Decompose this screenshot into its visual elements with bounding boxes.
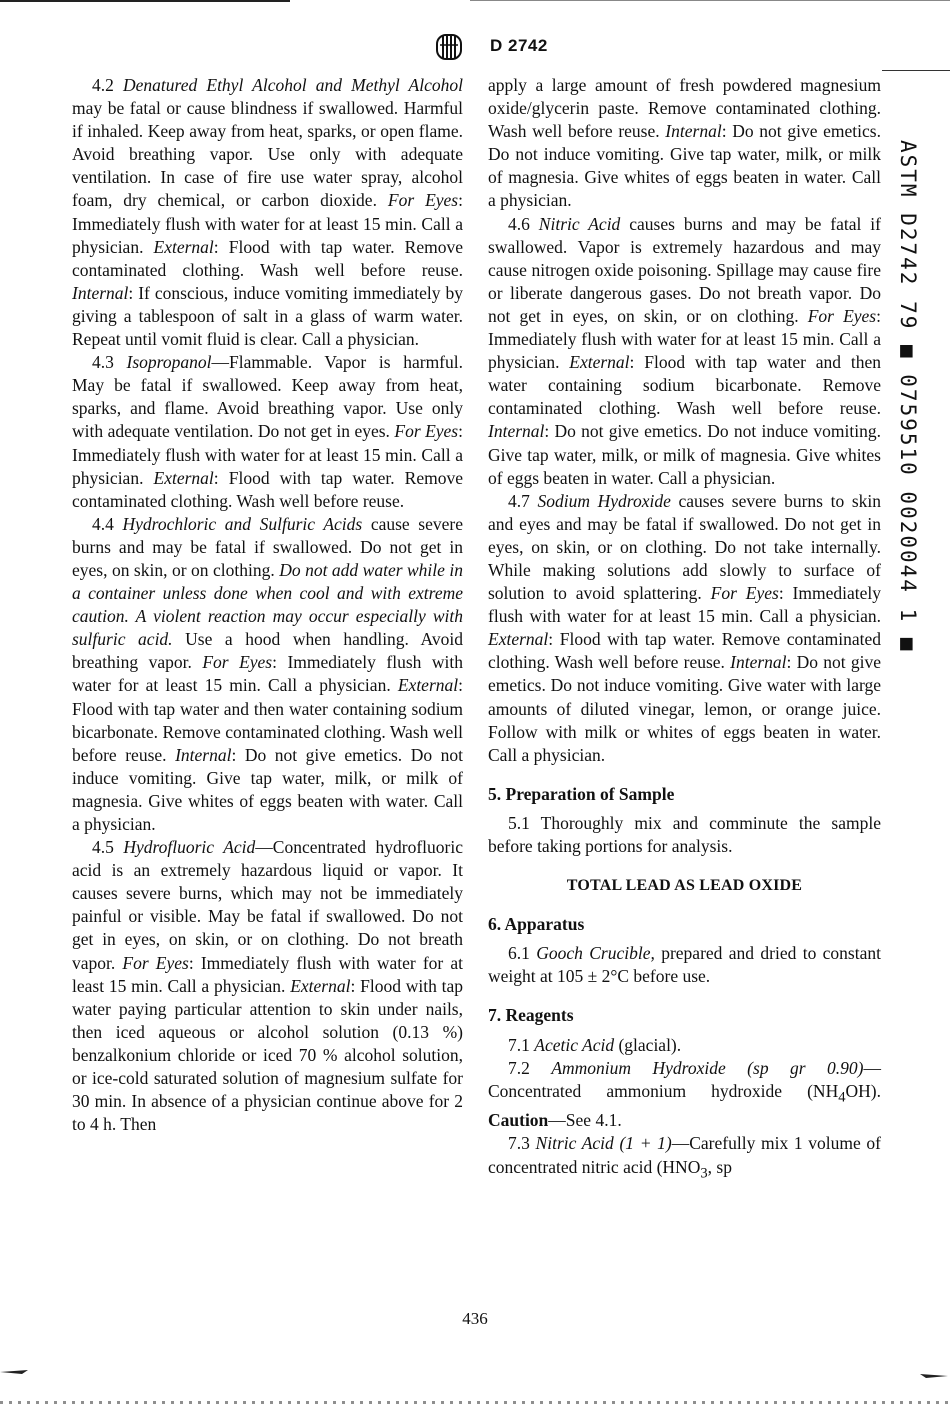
paragraph-6-1: 6.1 Gooch Crucible, prepared and dried to constant weight at 105 ± 2°C before use. — [488, 943, 881, 987]
document-designation: D 2742 — [490, 36, 548, 55]
header-rule — [882, 70, 950, 71]
margin-document-code — [888, 128, 920, 688]
astm-logo-icon — [436, 32, 462, 62]
paragraph-4-5-continued: apply a large amount of fresh powdered magnesium oxide/glycerin paste. Remove contaminated clothing. Wash well before reuse. Internal: Do not give emetics. Do not induce vomiting. Give tap water, milk, or milk of magnesia. Give whites of eggs beaten in water. Call a physician. — [488, 75, 881, 211]
scan-top-edge — [0, 0, 950, 6]
scan-top-edge-bar — [0, 0, 290, 2]
scan-bottom-dots — [0, 1401, 950, 1404]
paragraph-7-2: 7.2 Ammonium Hydroxide (sp gr 0.90)—Concentrated ammonium hydroxide $(NH_4OH)$. Caution—See 4.1. — [488, 1057, 881, 1131]
paragraph-7-3: 7.3 Nitric Acid (1 + 1)—Carefully mix 1 volume of concentrated nitric acid ($HNO_3$, sp — [488, 1133, 881, 1182]
paragraph-4-2: 4.2 Denatured Ethyl Alcohol and Methyl Alcohol may be fatal or cause blindness if swallowed. Harmful if inhaled. Keep away from heat, sparks, or open flame. Avoid breathing vapor. Use only with adequate ventilation. In case of fire use water spray, alcohol foam, dry chemical, or carbon dioxide. For Eyes: Immediately flush with water for at least 15 min. Call a physician. External: Flood with tap water. Remove contaminated clothing. Wash well before reuse. Internal: If conscious, induce vomiting immediately by giving a tablespoon of salt in a glass of warm water. Repeat until vomit fluid is clear. Call a physician. — [72, 75, 463, 350]
section-title-total-lead: TOTAL LEAD AS LEAD OXIDE — [566, 877, 803, 895]
scan-top-edge-bar — [470, 0, 950, 1]
paragraph-7-1: 7.1 Acetic Acid (glacial). — [508, 1034, 682, 1055]
scan-corner-mark — [918, 1370, 948, 1380]
left-column — [72, 74, 463, 1136]
section-heading-5: 5. Preparation of Sample — [488, 783, 675, 804]
paragraph-4-6: 4.6 Nitric Acid causes burns and may be fatal if swallowed. Vapor is extremely hazardous and may cause nitrogen oxide poisoning. Spillage may cause fire or liberate dangerous gases. Do not breath vapor. Do not get in eyes, on skin, or on clothing. For Eyes: Immediately flush with water for at least 15 min. Call a physician. External: Flood with tap water and then water containing sodium bicarbonate. Remove contaminated clothing. Wash well before reuse. Internal: Do not give emetics. Do not induce vomiting. Give tap water, milk, or milk of magnesia. Give whites of eggs beaten in water. Call a physician. — [488, 213, 881, 488]
paragraph-4-4: 4.4 Hydrochloric and Sulfuric Acids cause severe burns and may be fatal if swallowed. Do not get in eyes, on skin, or on clothing. Do not add water while in a container unless done when cool and with extreme caution. A violent reaction may occur especially with sulfuric acid. Use a hood when handling. Avoid breathing vapor. For Eyes: Immediately flush with water for at least 15 min. Call a physician. External: Flood with tap water and then water containing sodium bicarbonate. Remove contaminated clothing. Wash well before reuse. Internal: Do not give emetics. Do not induce vomiting. Give tap water, milk, or milk of magnesia. Give whites of eggs beaten with water. Call a physician. — [72, 513, 464, 834]
paragraph-4-3: 4.3 Isopropanol—Flammable. Vapor is harmful. May be fatal if swallowed. Keep away from heat, sparks, and flame. Avoid breathing vapor. Use only with adequate ventilation. Do not get in eyes. For Eyes: Immediately flush with water for at least 15 min. Call a physician. External: Flood with tap water. Remove contaminated clothing. Wash well before reuse. — [72, 352, 464, 511]
paragraph-4-7: 4.7 Sodium Hydroxide causes severe burns to skin and eyes and may be fatal if swallowed. Do not get in eyes, on skin, or on clothing. Do not take internally. While making solutions add slowly to surface of solution to avoid splattering. For Eyes: Immediately flush with water for at least 15 min. Call a physician. External: Flood with tap water. Remove contaminated clothing. Wash well before reuse. Internal: Do not give emetics. Do not induce vomiting. Give water with large amounts of diluted vinegar, lemon, or orange juice. Follow with milk or whites of eggs beaten in water. Call a physician. — [488, 490, 881, 765]
margin-code-text: ASTM D2742 79 ■ 0759510 0020044 1 ■ — [896, 140, 920, 653]
right-column — [488, 74, 881, 1185]
scan-bottom-edge — [0, 1386, 950, 1406]
paragraph-5-1: 5.1 Thoroughly mix and comminute the sample before taking portions for analysis. — [488, 812, 881, 856]
paragraph-4-5: 4.5 Hydrofluoric Acid—Concentrated hydrofluoric acid is an extremely hazardous liquid or vapor. It causes severe burns, which may not be immediately painful or visible. May be fatal if swallowed. Do not get in eyes, on skin, or on clothing. Do not breath vapor. For Eyes: Immediately flush with water for at least 15 min. Call a physician. External: Flood with tap water paying particular attention to skin under nails, then iced aqueous or alcohol solution (0.13 %) benzalkonium chloride or iced 70 % alcohol solution, or ice-cold saturated solution of magnesium sulfate for 30 min. In absence of a physician continue above for 2 to 4 h. Then — [72, 837, 463, 1135]
scan-corner-mark — [0, 1366, 30, 1376]
section-heading-7: 7. Reagents — [488, 1005, 574, 1026]
section-heading-6: 6. Apparatus — [488, 914, 585, 935]
page-number: 436 — [462, 1309, 488, 1328]
page-header — [0, 32, 950, 66]
